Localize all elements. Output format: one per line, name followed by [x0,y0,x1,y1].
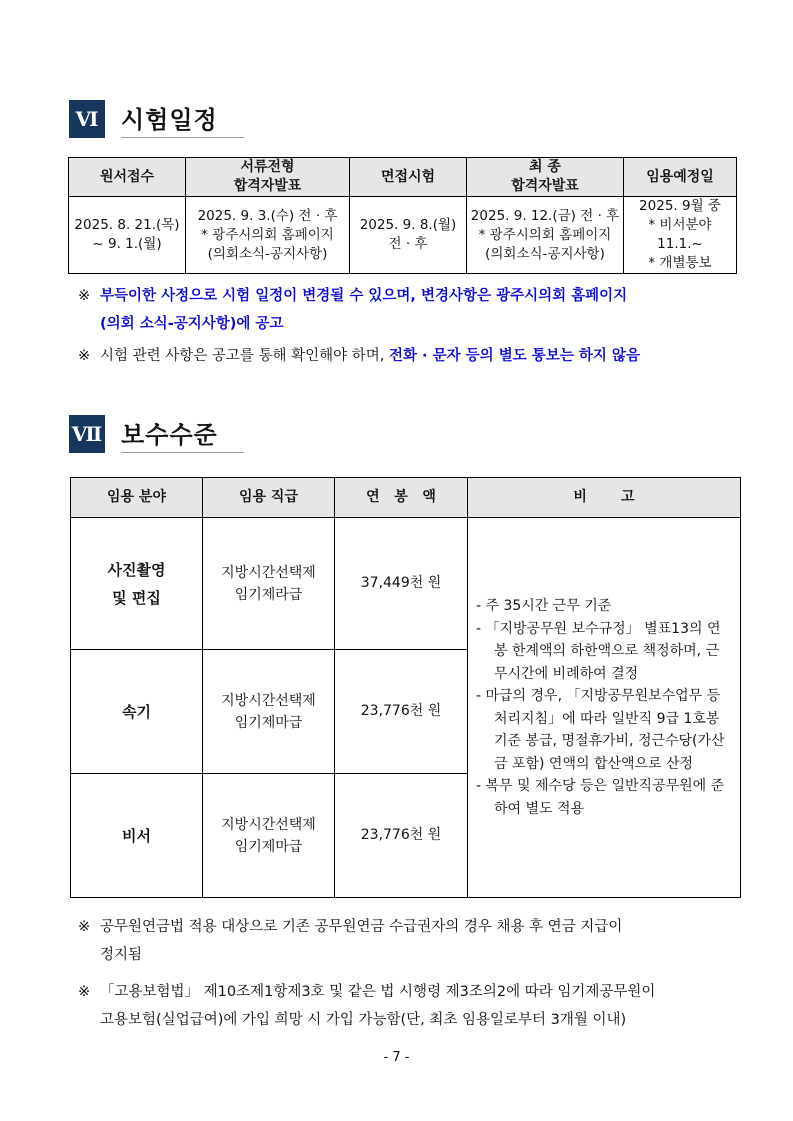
grade-cell: 지방시간선택제 임기제마급 [203,650,335,774]
section-6-number: Ⅵ [69,100,105,138]
final-result-date: 2025. 9. 12.(금) 전 · 후 * 광주시의회 홈페이지 (의회소식-공지사항) [467,197,624,274]
salary-cell: 37,449천 원 [335,518,468,650]
grade-cell: 지방시간선택제 임기제마급 [203,774,335,898]
field-stenography: 속기 [71,650,203,774]
schedule-table [68,157,737,274]
page-number: - 7 - [383,1050,410,1065]
header-application: 원서접수 [69,158,186,197]
schedule-note-2: ※ 시험 관련 사항은 공고를 통해 확인해야 하며, 전화 · 문자 등의 별도 통보는 하지 않음 [78,348,640,364]
field-photo: 사진촬영 및 편집 [71,518,203,650]
salary-cell: 23,776천 원 [335,774,468,898]
header-remarks: 비 고 [468,478,741,518]
salary-cell: 23,776천 원 [335,650,468,774]
grade-cell: 지방시간선택제 임기제라급 [203,518,335,650]
field-secretary: 비서 [71,774,203,898]
application-period: 2025. 8. 21.(목) ~ 9. 1.(월) [69,197,186,274]
header-field: 임용 분야 [71,478,203,518]
salary-table [70,477,741,898]
section-6-heading [69,100,244,138]
salary-note-2: ※ 「고용보험법」 제10조제1항제3호 및 같은 법 시행령 제3조의2에 따라 임기제공무원이 고용보험(실업급여)에 가입 희망 시 가입 가능함(단, 최초 임용일로부터 3개월 이내) [78,984,656,1028]
table-row [71,518,741,650]
header-grade: 임용 직급 [203,478,335,518]
section-6-title: 시험일정 [121,100,244,138]
schedule-note-1: ※ 부득이한 사정으로 시험 일정이 변경될 수 있으며, 변경사항은 광주시의회 홈페이지 (의회 소식-공지사항)에 공고 [78,288,628,332]
section-7-number: Ⅶ [69,415,105,453]
header-salary: 연 봉 액 [335,478,468,518]
appointment-date: 2025. 9월 중 * 비서분야 11.1.~ * 개별통보 [624,197,737,274]
remarks-cell: - 주 35시간 근무 기준 - 「지방공무원 보수규정」 별표13의 연봉 한계액의 하한액으로 책정하며, 근무시간에 비례하여 결정 - 마급의 경우, 「지방공무원보수업무 등 처리지침」에 따라 일반직 9급 1호봉 기준 봉급, 명절휴가비, 정근수당(가산금 포함) 연액의 합산액으로 산정 - 복무 및 제수당 등은 일반직공무원에 준하여 별도 적용 [468,518,741,898]
interview-date: 2025. 9. 8.(월) 전 · 후 [350,197,467,274]
section-7-heading [69,415,244,453]
header-appointment-date: 임용예정일 [624,158,737,197]
header-final-result: 최 종 합격자발표 [467,158,624,197]
header-interview: 면접시험 [350,158,467,197]
header-document-result: 서류전형 합격자발표 [186,158,350,197]
document-result-date: 2025. 9. 3.(수) 전 · 후 * 광주시의회 홈페이지 (의회소식-공지사항) [186,197,350,274]
salary-note-1: ※ 공무원연금법 적용 대상으로 기존 공무원연금 수급권자의 경우 채용 후 연금 지급이 정지됨 [78,919,623,963]
section-7-title: 보수수준 [121,415,244,453]
